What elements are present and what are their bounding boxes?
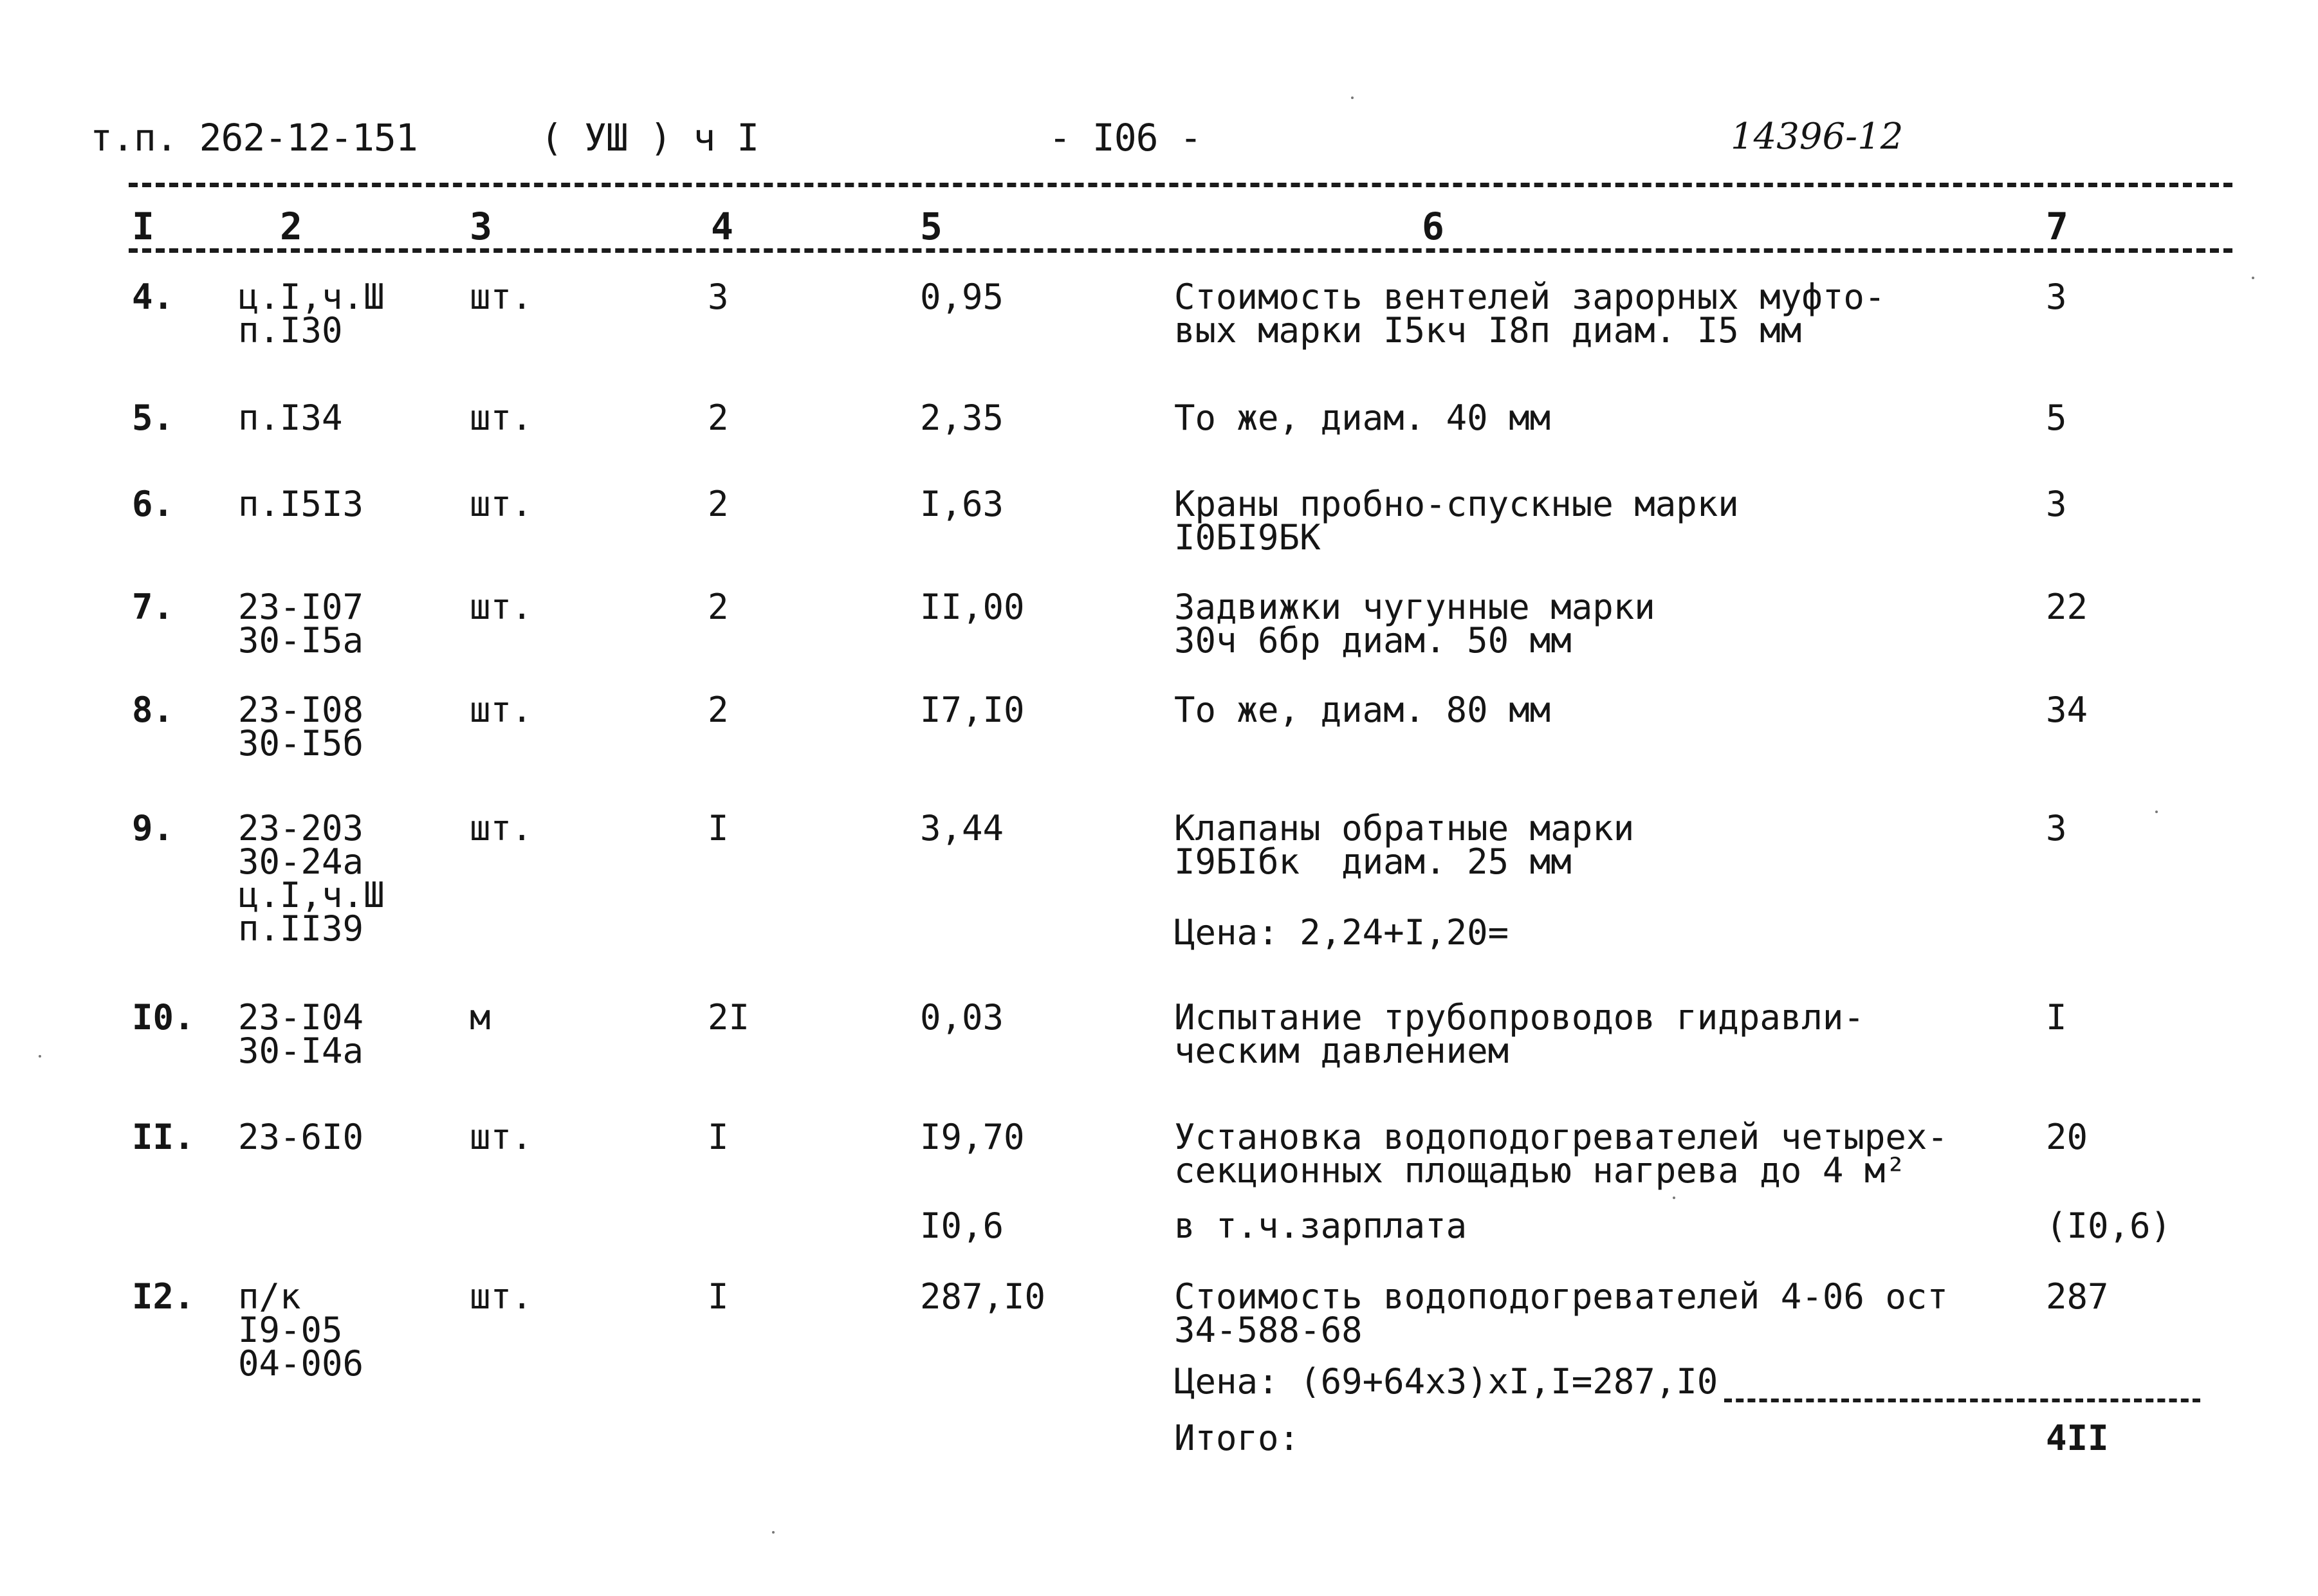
row-reference: 23-203 30-24а ц.I,ч.Ш п.II39 [238,808,385,949]
row-number: I0. [132,997,195,1038]
scan-speck [2155,811,2158,813]
column-number-4: 4 [711,205,733,248]
row-number: II. [132,1117,195,1157]
row-unit: шт. [470,587,533,627]
scan-speck [1351,96,1354,99]
row-unit: шт. [470,690,533,730]
row-quantity: I [708,1117,729,1157]
row-reference: 23-I08 30-I5б [238,690,364,764]
column-number-6: 6 [1422,205,1444,248]
row-description: Стоимость водоподогревателей 4-06 ост 34-588-68 [1174,1276,1948,1350]
row-wage-description: в т.ч.зарплата [1174,1206,1467,1246]
row-price: I9,70 [920,1117,1025,1157]
scan-speck [772,1531,775,1534]
row-quantity: 2 [708,690,729,730]
column-number-1: I [132,205,154,248]
row-unit: м [470,997,491,1038]
row-price-note: Цена: (69+64х3)хI,I=287,I0 [1174,1361,1718,1402]
row-description: Задвижки чугунные марки 30ч 6бр диам. 50 мм [1174,587,1655,661]
column-number-5: 5 [920,205,943,248]
row-description: Краны пробно-спускные марки I0БI9БК [1174,484,1739,558]
header-rule-bottom [129,248,2232,253]
row-total: 3 [2046,808,2067,848]
row-total: 20 [2046,1117,2088,1157]
row-description: Стоимость вентелей зарорных муфто- вых марки I5кч I8п диам. I5 мм [1174,277,1886,351]
row-number: 6. [132,484,174,524]
row-quantity: 2I [708,997,750,1038]
header-rule-top [129,183,2232,187]
row-number: 4. [132,277,174,317]
summary-label: Итого: [1174,1418,1300,1458]
row-number: 8. [132,690,174,730]
row-price: II,00 [920,587,1025,627]
row-number: I2. [132,1276,195,1317]
scan-speck [2252,277,2254,279]
page-number: - I06 - [1049,116,1202,160]
scan-speck [39,1055,41,1058]
scan-speck [1673,1197,1675,1199]
row-total: 34 [2046,690,2088,730]
row-unit: шт. [470,398,533,438]
row-reference: 23-6I0 [238,1117,364,1157]
row-reference: п/к I9-05 04-006 [238,1276,364,1384]
register-number: 14396-12 [1731,116,1904,158]
row-quantity: 2 [708,398,729,438]
row-unit: шт. [470,808,533,848]
row-quantity: 2 [708,484,729,524]
row-number: 7. [132,587,174,627]
row-price-note: Цена: 2,24+I,20= [1174,912,1509,953]
section-label: ( УШ ) ч I [540,116,759,160]
row-quantity: I [708,808,729,848]
row-price: 2,35 [920,398,1004,438]
row-price: 0,03 [920,997,1004,1038]
column-number-7: 7 [2046,205,2068,248]
row-wage-price: I0,6 [920,1206,1004,1246]
row-unit: шт. [470,484,533,524]
row-reference: 23-I04 30-I4а [238,997,364,1071]
row-total: 3 [2046,484,2067,524]
row-unit: шт. [470,277,533,317]
column-number-3: 3 [470,205,492,248]
row-number: 5. [132,398,174,438]
row-quantity: I [708,1276,729,1317]
row-reference: ц.I,ч.Ш п.I30 [238,277,385,351]
summary-value: 4II [2046,1418,2109,1458]
row-reference: п.I34 [238,398,343,438]
row-quantity: 2 [708,587,729,627]
row-reference: 23-I07 30-I5а [238,587,364,661]
row-description: Испытание трубопроводов гидравли- ческим давлением [1174,997,1864,1071]
row-price: 3,44 [920,808,1004,848]
row-total: 5 [2046,398,2067,438]
row-reference: п.I5I3 [238,484,364,524]
row-total: I [2046,997,2067,1038]
row-number: 9. [132,808,174,848]
row-description: Клапаны обратные марки I9БIбк диам. 25 мм [1174,808,1635,882]
row-total: 287 [2046,1276,2109,1317]
row-quantity: 3 [708,277,729,317]
column-number-2: 2 [280,205,302,248]
row-description: Установка водоподогревателей четырех- секционных площадью нагрева до 4 м² [1174,1117,1948,1191]
total-rule [1724,1399,2200,1402]
row-wage-total: (I0,6) [2046,1206,2172,1246]
row-price: 287,I0 [920,1276,1046,1317]
doc-code: т.п. 262-12-151 [90,116,418,160]
row-total: 22 [2046,587,2088,627]
row-unit: шт. [470,1117,533,1157]
row-price: 0,95 [920,277,1004,317]
row-price: I7,I0 [920,690,1025,730]
row-total: 3 [2046,277,2067,317]
row-price: I,63 [920,484,1004,524]
row-description: То же, диам. 40 мм [1174,398,1551,438]
row-unit: шт. [470,1276,533,1317]
row-description: То же, диам. 80 мм [1174,690,1551,730]
